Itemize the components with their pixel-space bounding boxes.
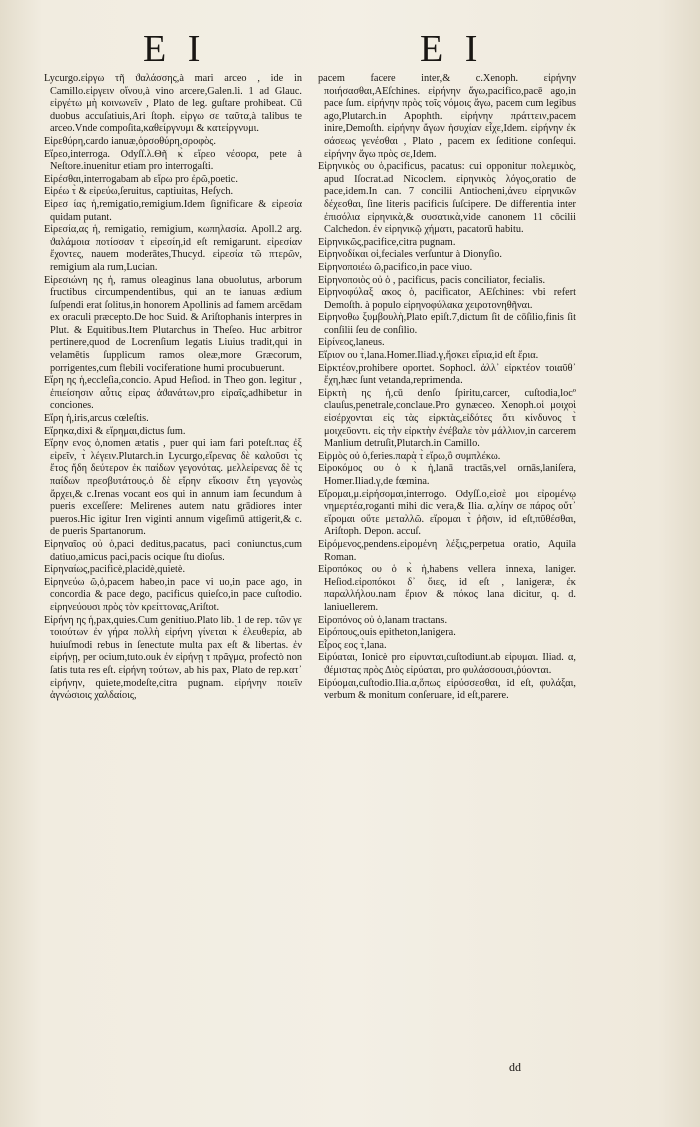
entry: Εἶρος εος τ̀,lana. bbox=[318, 639, 387, 651]
entry: Εἴρη ης ἡ,eccleſia,concio. Apud Heſiod. in Theo gon. legitur , ἐπιείσησιν αὖτις εἰρας ἀϑανάτων,pro εἰραῖς,adhibetur in conciones. bbox=[44, 375, 302, 412]
entry: Εἴρομαι,μ.εἰρήσομαι,interrogo. Odyſſ.ο,εἰσὲ μοι εἰρομένῳ νημερτέα,roganti mihi dic vera,& Ilia. α,λίην σε πάρος οὔτ᾽ εἴρομαι οὔτε μεταλλῶ. εἴρομαι τ̀ ῥῆσιν, id eſt,πῦθέσθαι, Ariſtoph. Depon. accuſ. bbox=[318, 488, 576, 538]
entry: Εἴριον ου τ̀,lana.Homer.Iliad.γ,ἤσκει εἴρια,id eſt ἔρια. bbox=[318, 350, 539, 362]
entry: Εἴρη ἡ,iris,arcus cœleſtis. bbox=[44, 413, 149, 425]
entry: Εἰρηνοδίκαι οἱ,feciales verſuntur à Dionyſio. bbox=[318, 249, 503, 261]
entry: Εἰρηναίως,pacificè,placidè,quietè. bbox=[44, 564, 186, 576]
entry: Εἰρήνη ης ἡ,pax,quies.Cum genitiuo.Plato lib. 1 de rep. τῶν γε τοιούτων ἐν γήρα πολλὴ εἰρήνη γίνεται κ̀ ἐλευθερία, ab huiuſmodi rebus in ſenectute multa pax eſt & libertas. ἐν εἰρήνῃ, per ocium,tuto.ouk ἐν εἰρήνῃ τ̀ πρᾶγμα, profectò non ſatis tuta res eſt. εἰρήνη τούτων, ab his pax, Plato de rep.κατ᾽ εἰρήνην, quiete,modeſte,citra pugnam. εἰρήνην ποιεῖν ἀγνώσιοις χαλδαίοις, bbox=[44, 614, 302, 702]
entry: Εἰρύομαι,cuſtodio.Ilia.α,ὅπως εἰρύσσεσθαι, id eſt, φυλάξαι, verbum & monitum conſeruare, id eſt,parere. bbox=[318, 677, 576, 702]
entry: Εἰρηνικῶς,pacifice,citra pugnam. bbox=[318, 236, 456, 248]
entry: Εἰρηνεύω ῶ,ὁ,pacem habeo,in pace vi uo,in pace ago, in concordia & pace dego, pacificus quieſco,in pace cuſtodio. εἰρηνεύουσι πρὸς τὸν κρείττονας,Ariſtot. bbox=[44, 576, 302, 613]
entry: Εἰροπόνος οὐ ὁ,lanam tractans. bbox=[318, 614, 448, 626]
entry: Εἰρόμενος,pendens.εἰρομένη λέξις,perpetua oratio, Aquila Roman. bbox=[318, 538, 576, 563]
left-column bbox=[44, 73, 302, 703]
entry: Εἰρκτέον,prohibere oportet. Sophocl. ἀλλ᾽ εἰρκτέον τοιαῦθ᾽ ἔχη,hæc ſunt vetanda,reprimenda. bbox=[318, 362, 576, 387]
entry: Εἴρεο,interroga. Odyſſ.λ.Θῆ κ̀ εἴρεο νέσορα, pete à Neſtore.inuenitur etiam pro interrogaſti. bbox=[44, 148, 302, 173]
right-column bbox=[318, 73, 576, 703]
entry: Εἰρηνοποιὸς οὐ ὁ , pacificus, pacis conciliator, fecialis. bbox=[318, 274, 546, 286]
entry: Εἰρηνοποιέω ῶ,pacifico,in pace viuo. bbox=[318, 261, 473, 273]
entry: Εἰροκόμος ου ὁ κ̀ ἡ,lanā tractās,vel ornās,laniſera, Homer.Iliad.γ,de fœmina. bbox=[318, 463, 576, 487]
entry: Εἰρύαται, Ionicè pro εἰρυνται,cuſtodiunt.ab εἰρυμαι. Iliad. α, ϑέμιστας πρὸς Διὸς εἰρύαται, pro φυλάσσουσι,ῥύονται. bbox=[318, 652, 576, 676]
entry: Εἴρηκα,dixi & εἴρημαι,dictus ſum. bbox=[44, 425, 186, 437]
entry: Εἰρκτὴ ης ἡ,cū denſo ſpiritu,carcer, cuſtodia,locº clauſus,penetrale,conclaue.Pro gynæceo. Xenoph.οἱ μοιχοὶ εἰσέρχονται εἰς τὰς εἰρκτὰς,εἰδότες ὅτι κίνδυνος τ̀ μοιχεῦοντι. εἰς τὴν εἰρκτὴν ἐνέβαλε τὸν μάλλιον,in carcerem Manlium detruſit,Plutarch.in Camillo. bbox=[318, 387, 576, 450]
entry: Εἰρόπους,ouis epitheton,lanigera. bbox=[318, 627, 456, 639]
entry: Εἰρμὸς οὐ ὁ,feries.παρὰ τ̀ εἴρω,ὃ συμπλέκω. bbox=[318, 450, 501, 462]
entry: Εἰρεσιώνη ης ἡ, ramus oleaginus lana obuolutus, arborum fructibus circumpendentibus, qui an te ianuas ædium ſuſpendi erat ſolitus,in honorem Apollinis ad famem arcēdam ex oraculi præcepto.De hoc Suid. & Ariſtophanis interpres in Plut. & Equitibus.Item Plutarchus in Theſeo. Huc arbitror pertinere,quod de Locrenſium legatis Liuius tradit,qui in velamētis ſupplicum ramos oleæ,more Græcorum, porrigentes,cum flebili vociferatione humi procubuerunt. bbox=[44, 274, 302, 374]
running-head-right: E I bbox=[420, 28, 484, 70]
entry: Εἰρέσθαι,interrogabam ab εἴρω pro ἐρῶ,poetic. bbox=[44, 173, 238, 185]
signature-mark: dd bbox=[509, 1060, 521, 1074]
entry: Εἰρεθύρη,cardo ianuæ,ὁρσοθύρη,σροφὸς. bbox=[44, 135, 216, 147]
entry: Εἰρεσία,ας ἡ, remigatio, remigium, κωπηλασία. Apoll.2 arg. ϑαλάμοια ποτίσσαν τ̀ εἰρεσίη,id eſt remigarunt. εἰρεσίαν ἔχοντες, nauem moderātes,Thucyd. εἰρεσία τῶ πτερῶν, remigium ala rum,Lucian. bbox=[44, 224, 302, 273]
entry: Εἰρίνεος,laneus. bbox=[318, 337, 385, 349]
entry: Εἰρηνοφύλαξ ακος ὁ, pacificator, AEſchines: vbi refert Demoſth. à populo εἰρηνοφύλακα χειροτονηθῆναι. bbox=[318, 287, 576, 311]
entry: Εἰρηνικὸς ου ὁ,pacificus, pacatus: cui opponitur πολεμικὸς, apud Iſocrat.ad Nicoclem. εἰρηνικὸς λόγος,oratio de pace,idem.In can. 7 concilii Antiocheni,ἀνευ εἰρηνικῶν δέχεσθαι, ſine literis pacificis ſuſcipere. De differentia inter ἐπισόλια εἰρηνικὰ,& συσατικὰ,vide canonem 11 cōcilii Calchedon. ἐν εἰρηνικῷ χήματι, pacatorū habitu. bbox=[318, 161, 576, 236]
entry: Lycurgo.εἰργω τῆ ϑαλάσσης,à mari arceo , ide in Camillo.εἰργειν οἴνου,à vino arcere,Galen.li. 1 ad Glauc. εἰργέτω μὴ κοινωνεῖν , Plato de leg. guſtare prohibeat. Cū duobus accuſatiuis,Ari ſtoph. εἰργω σε ταῦτα,à talibus te arceo.Vnde compoſita,καθείργνυμι & κατείργνυμι. bbox=[44, 73, 302, 135]
entry: Εἰρηναῖος οὐ ὁ,paci deditus,pacatus, paci coniunctus,cum datiuo,amicus paci,pacis ocique ſtu dioſus. bbox=[44, 538, 302, 563]
entry: Εἴρην ενος ὁ,nomen ætatis , puer qui iam fari poteſt.πας ἐξ εἰρεῖν, τ̀ λέγειν.Plutarch.in Lycurgo,εἴρενας δὲ καλοῦσι τ̀ς ἔτος ἤδη δεύτερον ἐκ παίδων γεγονότας. μελλείρενας δὲ τ̀ς παίδων πρεσβυτάτους.ὁ δὲ εἴρην εἴκοσιν ἔτη γεγονὼς ἄρχει,& c.Irenas vocant eos qui in annum iam ſecundum à pueris exceſſere: Melirenes autem natu grādiores inter pueros.Hic igitur Iren viginti annum vigeſimū attigerit,& c. de pueris Spartanorum. bbox=[44, 438, 302, 538]
entry: Εἰροπόκος ου ὁ κ̀ ἡ,habens vellera innexa, laniger. Heſiod.εἰροπόκοι δ᾽ ὄιες, id eſt , lanigeræ, ἐκ παραλλήλου.nam ἔριον & πόκος lana dicitur, q. d. laniuellerem. bbox=[318, 564, 576, 613]
entry: Εἰρέω τ̀ & εἰρεύω,ſeruitus, captiuitas, Heſych. bbox=[44, 186, 234, 198]
entry: Εἰρηνοθω ξυμβουλὴ,Plato epiſt.7,dictum ſit de cōſilio,finis ſit conſilii ſeu de conſilio. bbox=[318, 312, 576, 336]
entry: Εἰρεσ ίας ἡ,remigatio,remigium.Idem ſignificare & εἰρεσία quidam putant. bbox=[44, 198, 302, 223]
running-head-left: E I bbox=[143, 28, 207, 70]
entry: pacem facere inter,& c.Xenoph. εἰρήνην ποιήσασθαι,AEſchines. εἰρήνην ἄγω,pacifico,pacē ago,in pace ſum. εἰρήνην πρὸς τοῖς νόμοις ἄγω, pacem cum legibus ago,Plutarch.in Apophth. εἰρήνην πράττειν,pacem inire,Demoſth. εἰρήνην ἄγων ἠσυχίαν εἶχε,Idem. εἰρήνην ἐκ σάσεως γενέσθαι , Plato , pacem ex ſeditione conſequi. εἰρήνην ἄγω πρὸς σε,Idem. bbox=[318, 73, 576, 160]
